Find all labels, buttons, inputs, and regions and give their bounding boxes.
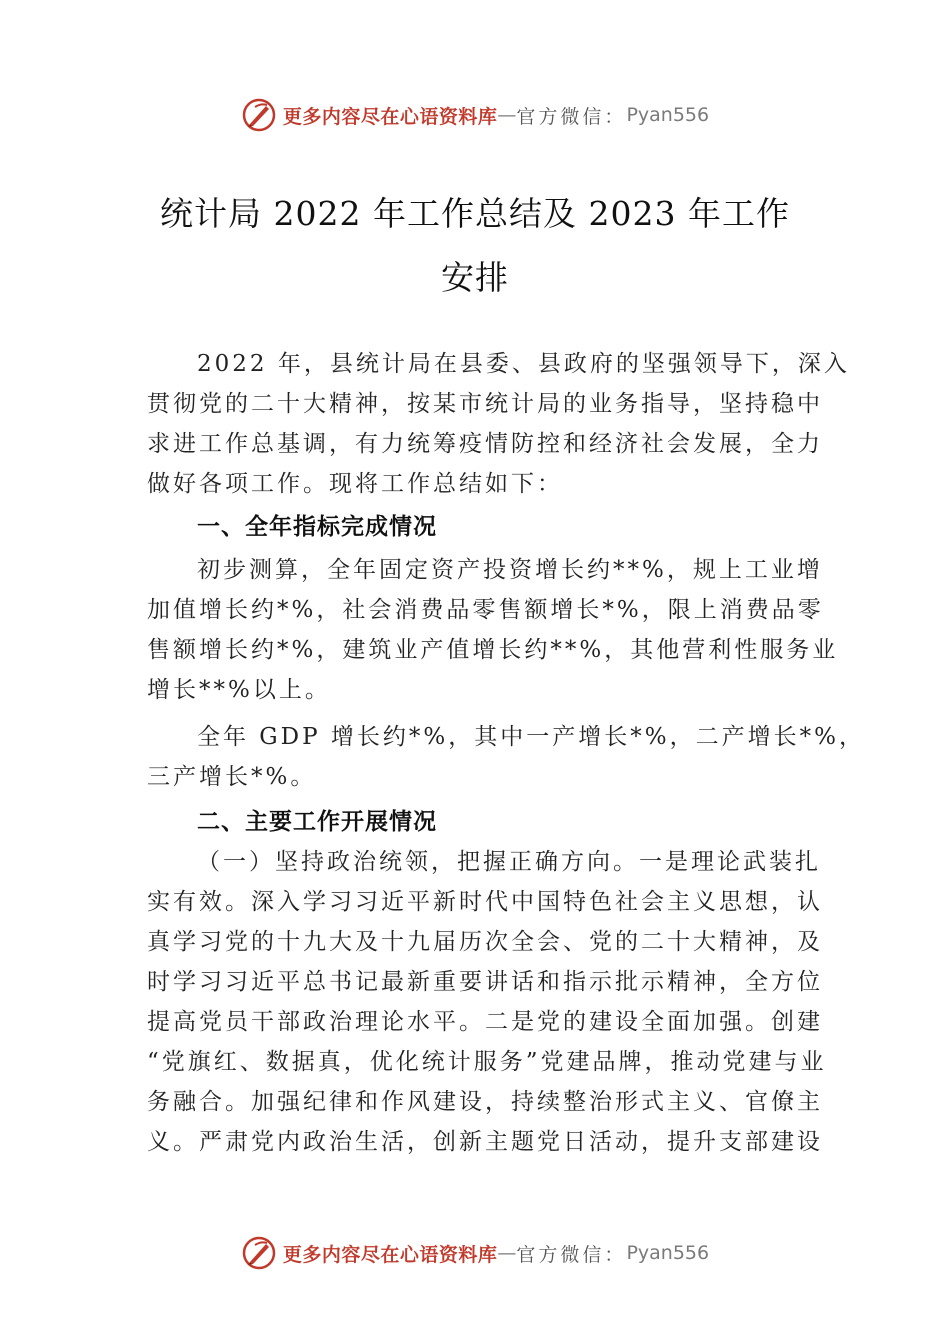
text-line: 三产增长*%。	[147, 764, 317, 790]
document-title-line2: 安排	[441, 258, 509, 297]
footer-banner	[0, 1233, 950, 1273]
text-line: 时学习习近平总书记最新重要讲话和指示批示精神，全方位	[147, 969, 823, 995]
text-line: 增长**%以上。	[147, 677, 331, 703]
section-heading-2: 二、主要工作开展情况	[197, 809, 437, 835]
banner-separator: —	[497, 1242, 517, 1264]
text-line: 实有效。深入学习习近平新时代中国特色社会主义思想，认	[147, 889, 823, 915]
section2-paragraph-1	[147, 842, 827, 1162]
text-line: “党旗红、数据真，优化统计服务”党建品牌，推动党建与业	[147, 1049, 827, 1075]
text-line: 全年 GDP 增长约*%，其中一产增长*%，二产增长*%，	[197, 724, 865, 750]
document-title-line1: 统计局 2022 年工作总结及 2023 年工作	[160, 194, 790, 233]
banner-separator: —	[497, 104, 517, 126]
text-line: 加值增长约*%，社会消费品零售额增长*%，限上消费品零	[147, 597, 824, 623]
banner-wechat-label: 官方微信：	[516, 1243, 627, 1266]
text-line: 售额增长约*%，建筑业产值增长约**%，其他营利性服务业	[147, 637, 839, 663]
text-line: 贯彻党的二十大精神，按某市统计局的业务指导，坚持稳中	[147, 391, 823, 417]
section1-paragraph-1	[147, 550, 839, 710]
text-line: 求进工作总基调，有力统筹疫情防控和经济社会发展，全力	[147, 431, 823, 457]
header-banner	[0, 95, 950, 135]
section-heading-1: 一、全年指标完成情况	[197, 514, 437, 540]
banner-main-text: 更多内容尽在心语资料库	[282, 105, 498, 128]
banner-wechat-id: Pyan556	[626, 1242, 710, 1264]
banner-wechat-label: 官方微信：	[516, 105, 627, 128]
quill-pen-seal-icon	[241, 1235, 277, 1271]
text-line: 2022 年，县统计局在县委、县政府的坚强领导下，深入	[197, 351, 850, 377]
banner-main-text: 更多内容尽在心语资料库	[282, 1243, 498, 1266]
text-line: 提高党员干部政治理论水平。二是党的建设全面加强。创建	[147, 1009, 823, 1035]
text-line: 真学习党的十九大及十九届历次全会、党的二十大精神，及	[147, 929, 823, 955]
text-line: （一）坚持政治统领，把握正确方向。一是理论武装扎	[197, 849, 821, 875]
intro-paragraph	[147, 344, 850, 504]
quill-pen-seal-icon	[241, 97, 277, 133]
text-line: 做好各项工作。现将工作总结如下：	[147, 471, 563, 497]
banner-wechat-id: Pyan556	[626, 104, 710, 126]
text-line: 初步测算，全年固定资产投资增长约**%，规上工业增	[197, 557, 823, 583]
text-line: 务融合。加强纪律和作风建设，持续整治形式主义、官僚主	[147, 1089, 823, 1115]
section1-paragraph-2	[147, 717, 865, 797]
text-line: 义。严肃党内政治生活，创新主题党日活动，提升支部建设	[147, 1129, 823, 1155]
